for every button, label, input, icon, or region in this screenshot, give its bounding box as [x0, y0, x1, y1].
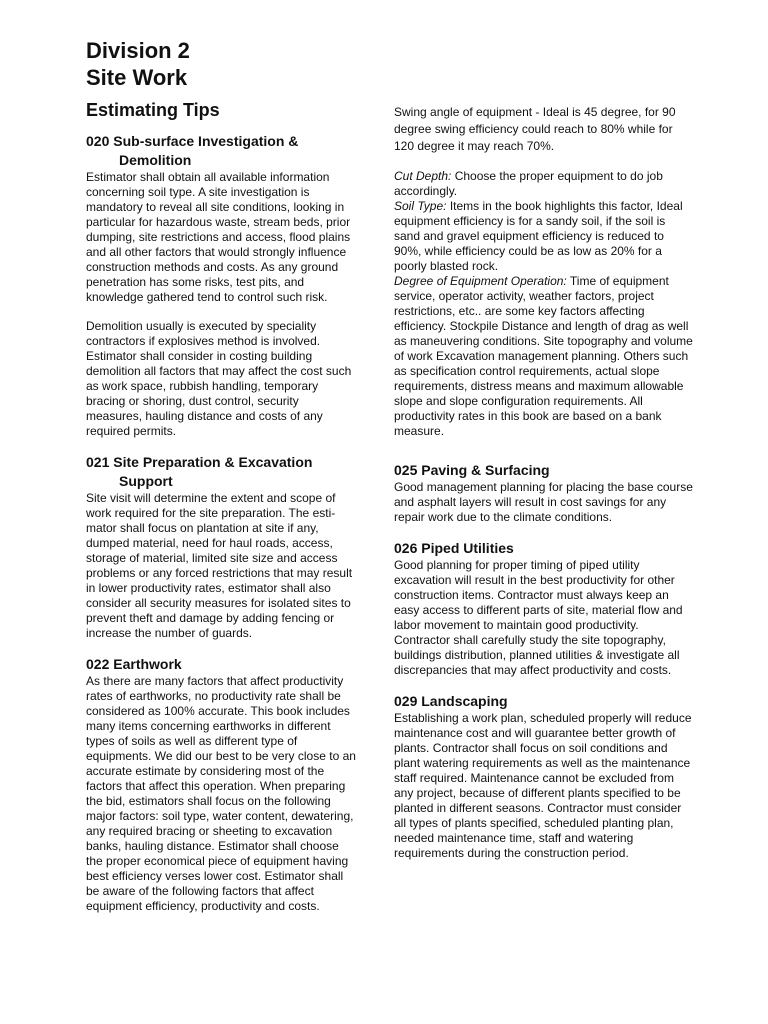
section-020-heading-line1: 020 Sub-surface Investigation & [86, 133, 299, 149]
swing-angle-text: Swing angle of equipment - Ideal is 45 degree, for 90 degree swing efficiency could reach to 80% while for 120 degree it may reach 70%. [394, 105, 676, 153]
left-column [86, 98, 358, 914]
cut-depth-paragraph [394, 169, 694, 199]
section-021-heading-line1: 021 Site Preparation & Excavation [86, 454, 313, 470]
page-title: Site Work [86, 65, 188, 90]
section-029-heading: 029 Landscaping [394, 693, 508, 709]
degree-operation-label: Degree of Equipment Operation: [394, 274, 567, 288]
soil-type-label: Soil Type: [394, 199, 447, 213]
section-025-paragraph: Good management planning for placing the base course and asphalt layers will result in cost savings for any repair work due to the climate conditions. [394, 480, 693, 524]
section-021-paragraph: Site visit will determine the extent and scope of work required for the site preparation. The esti-mator shall focus on plantation at site if any, dumped material, need for haul roads, access, storage of material, limited site size and access problems or any forced restrictions that may result in lower productivity rates, estimator shall also consider all security measures for isolated sites to prevent theft and damage by adding fencing or increase the number of guards. [86, 491, 353, 640]
soil-type-text: Items in the book highlights this factor, Ideal equipment efficiency is for a sandy soil, if the soil is sand and gravel equipment efficiency is reduced to 90%, while efficiency could be as low as 20% for a poorly blasted rock. [394, 199, 683, 273]
page-header [86, 38, 190, 92]
estimating-tips-heading: Estimating Tips [86, 100, 220, 120]
right-column [394, 104, 694, 861]
section-026-heading: 026 Piped Utilities [394, 540, 514, 556]
section-022-heading: 022 Earthwork [86, 656, 182, 672]
degree-operation-text: Time of equipment service, operator activity, weather factors, project restrictions, etc.. are some key factors affecting efficiency. Stockpile Distance and length of drag as well as maneuvering conditions. Site topography and volume of work Excavation management planning. Others such as specification control requirements, actual slope requirements, distress means and maximum allowable slope and slope configuration requirements. All productivity rates in this book are based on a bank measure. [394, 274, 693, 438]
section-022-paragraph: As there are many factors that affect productivity rates of earthworks, no productivity rate shall be considered as 100% accurate. This book includes many items concerning earthworks in different types of soils as well as different type of equipments. We did our best to be very close to an accurate estimate by considering most of the factors that affect this operation. When preparing the bid, estimators shall focus on the following major factors: soil type, water content, dewatering, any required bracing or sheeting to excavation banks, hauling distance. Estimator shall choose the proper economical piece of equipment having best efficiency verses lower cost. Estimator shall be aware of the following factors that affect equipment efficiency, productivity and costs. [86, 674, 356, 913]
section-020-paragraph-2: Demolition usually is executed by speciality contractors if explosives method is involved. Estimator shall consider in costing building demolition all factors that may affect the cost such as work space, rubbish handling, temporary bracing or shoring, dust control, security measures, hauling distance and costs of any required permits. [86, 319, 352, 438]
cut-depth-label: Cut Depth: [394, 169, 452, 183]
soil-type-paragraph [394, 199, 694, 274]
cut-depth-text: Choose the proper equipment to do job accordingly. [394, 169, 663, 198]
section-025-heading: 025 Paving & Surfacing [394, 462, 550, 478]
section-029-paragraph: Establishing a work plan, scheduled properly will reduce maintenance cost and will guarantee better growth of plants. Contractor shall focus on soil conditions and plant watering requirements as well as the maintenance staff required. Maintenance cannot be excluded from any project, because of different plants specified to be planted in different seasons. Contractor must consider all types of plants specified, scheduled planting plan, needed maintenance time, staff and watering requirements during the construction period. [394, 711, 692, 860]
degree-operation-paragraph [394, 274, 694, 439]
section-021-heading [86, 453, 358, 491]
section-020-heading-line2: Demolition [119, 152, 192, 168]
section-020-paragraph-1: Estimator shall obtain all available information concerning soil type. A site investigation is mandatory to reveal all site conditions, looking in particular for hazardous waste, stream beds, prior dumping, site restrictions and access, flood plains and all other factors that would strongly influence construction methods and costs. As any ground penetration has some risks, test pits, and knowledge gathered tend to control such risk. [86, 170, 351, 304]
section-021-heading-line2: Support [119, 473, 173, 489]
section-020-heading [86, 132, 358, 170]
division-label: Division 2 [86, 38, 190, 63]
section-026-paragraph: Good planning for proper timing of piped utility excavation will result in the best productivity for other construction items. Contractor must always keep an easy access to different parts of site, material flow and labor movement to maintain good productivity. Contractor shall carefully study the site topography, buildings distribution, planned utilities & investigate all discrepancies that may affect productivity and costs. [394, 558, 683, 677]
